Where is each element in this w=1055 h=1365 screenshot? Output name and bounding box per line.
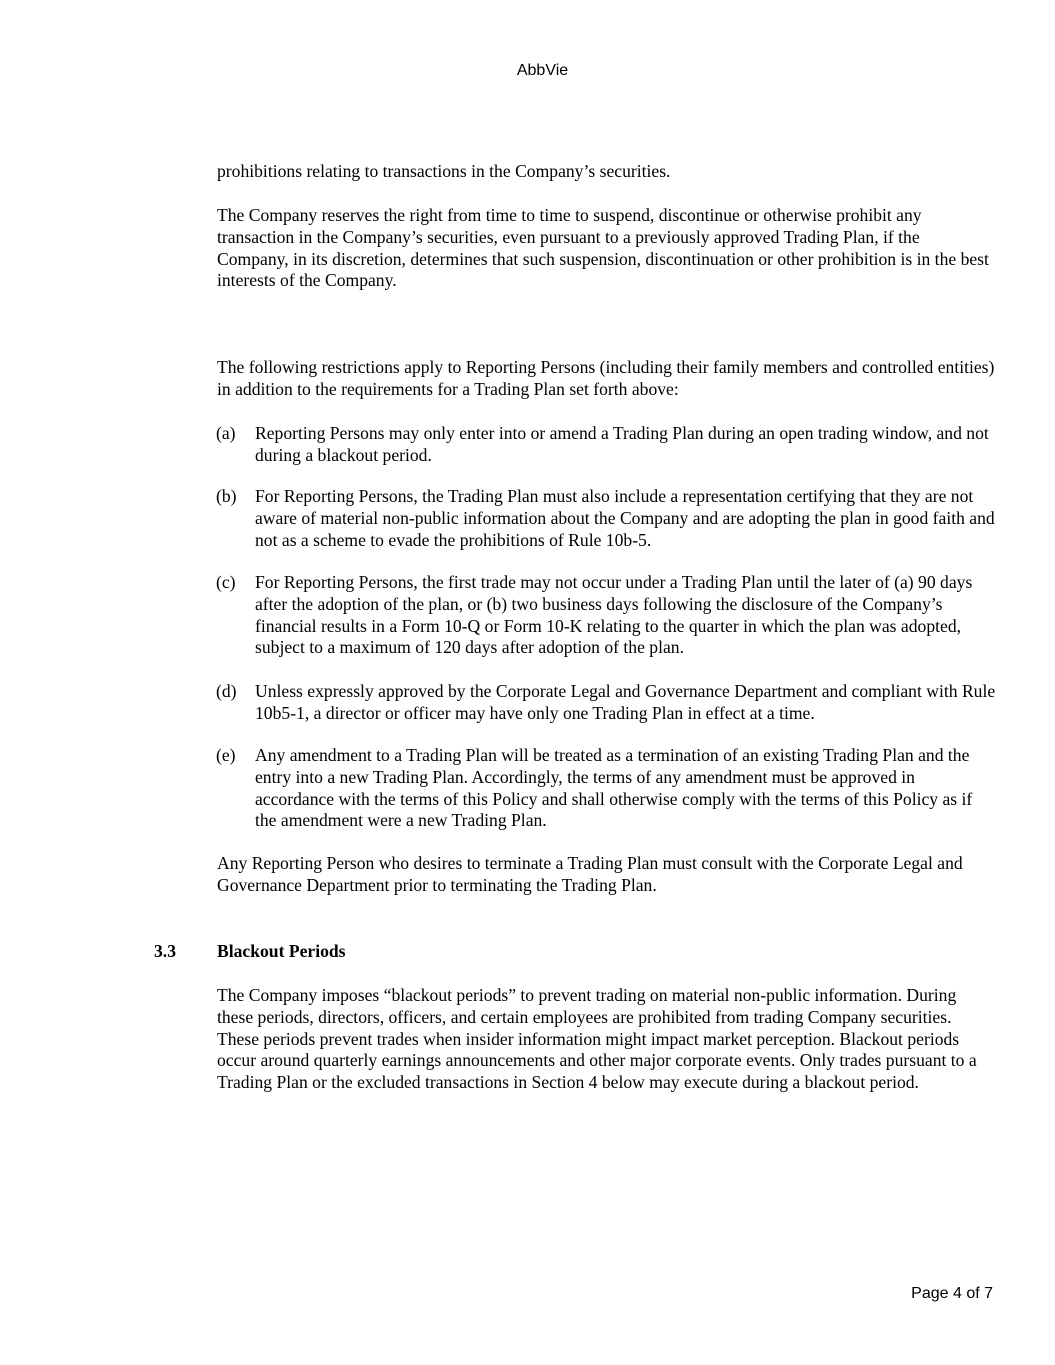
list-item-label: (d)	[216, 681, 237, 701]
paragraph-blackout-periods: The Company imposes “blackout periods” to prevent trading on material non-public information. During these periods, directors, officers, and certain employees are prohibited from trading Company securities. These periods prevent trades when insider information might impact market perception. Blackout periods occur around quarterly earnings announcements and other major corporate events. Only trades pursuant to a Trading Plan or the excluded transactions in Section 4 below may execute during a blackout period.	[217, 985, 977, 1093]
paragraph-reporting-restrictions-intro: The following restrictions apply to Reporting Persons (including their family members and controlled entities) in addition to the requirements for a Trading Plan set forth above:	[217, 357, 995, 399]
section-number: 3.3	[154, 941, 176, 961]
list-item-text: Unless expressly approved by the Corporate Legal and Governance Department and compliant with Rule 10b5-1, a director or officer may have only one Trading Plan in effect at a time.	[255, 681, 996, 723]
paragraph-continuation: prohibitions relating to transactions in the Company’s securities.	[217, 161, 671, 181]
list-item-text: For Reporting Persons, the first trade may not occur under a Trading Plan until the later of (a) 90 days after the adoption of the plan, or (b) two business days following the disclosure of the Company’s financial results in a Form 10-Q or Form 10-K relating to the quarter in which the plan was adopted, subject to a maximum of 120 days after adoption of the plan.	[255, 572, 973, 658]
list-item	[216, 423, 996, 467]
list-item	[216, 486, 996, 551]
list-item-text: For Reporting Persons, the Trading Plan must also include a representation certifying that they are not aware of material non-public information about the Company and are adopting the plan in good faith and not as a scheme to evade the prohibitions of Rule 10b-5.	[255, 486, 995, 550]
section-title: Blackout Periods	[217, 941, 346, 961]
list-item-label: (e)	[216, 745, 236, 765]
list-item-label: (c)	[216, 572, 236, 592]
page-number: Page 4 of 7	[911, 1285, 993, 1302]
list-item	[216, 745, 996, 832]
list-item-label: (a)	[216, 423, 236, 443]
list-item	[216, 681, 996, 725]
paragraph-suspension-right: The Company reserves the right from time to time to suspend, discontinue or otherwise prohibit any transaction in the Company’s securities, even pursuant to a previously approved Trading Plan, if the Company, in its discretion, determines that such suspension, discontinuation or other prohibition is in the best interests of the Company.	[217, 205, 989, 291]
list-item	[216, 572, 996, 659]
paragraph-termination: Any Reporting Person who desires to terminate a Trading Plan must consult with the Corporate Legal and Governance Department prior to terminating the Trading Plan.	[217, 853, 963, 895]
list-item-text: Reporting Persons may only enter into or amend a Trading Plan during an open trading window, and not during a blackout period.	[255, 423, 989, 465]
list-item-text: Any amendment to a Trading Plan will be treated as a termination of an existing Trading Plan and the entry into a new Trading Plan. Accordingly, the terms of any amendment must be approved in accordance with the terms of this Policy and shall otherwise comply with the terms of this Policy as if the amendment were a new Trading Plan.	[255, 745, 973, 831]
page-header: AbbVie	[516, 62, 569, 79]
list-item-label: (b)	[216, 486, 237, 506]
